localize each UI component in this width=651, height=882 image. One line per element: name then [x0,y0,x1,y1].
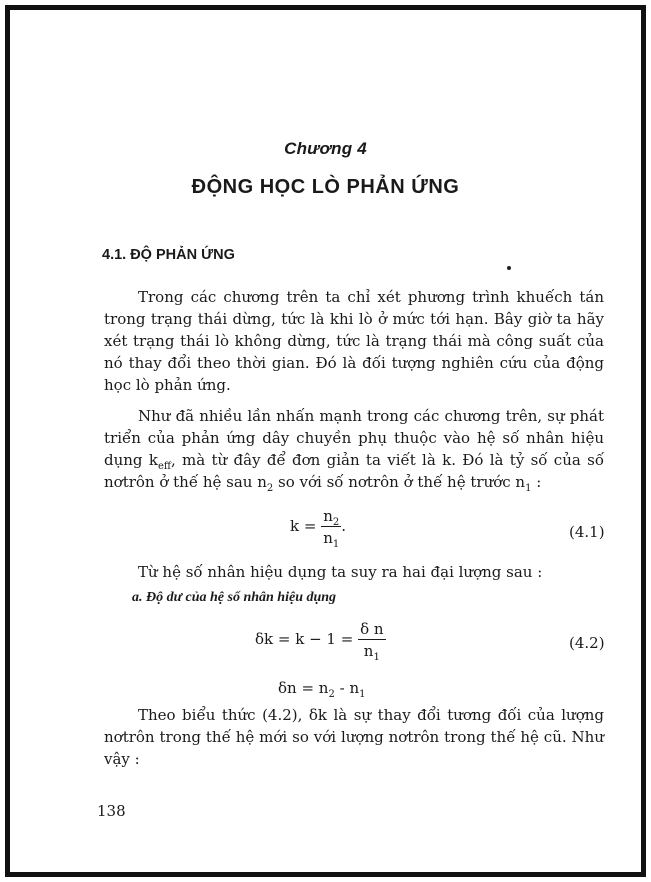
equation-delta-n: $\delta n = n_2 - n_1$ [278,679,366,700]
chapter-title: ĐỘNG HỌC LÒ PHẢN ỨNG [191,176,460,198]
equation-number-4-1: (4.1) [569,523,605,541]
paragraph-derive: Từ hệ số nhân hiệu dụng ta suy ra hai đại lượng sau : [138,563,543,581]
section-title: 4.1. ĐỘ PHẢN ỨNG [102,247,235,263]
paragraph-intro: Trong các chương trên ta chỉ xét phương trình khuếch tán trong trạng thái dừng, tức là khi lò ở mức tới hạn. Bây giờ ta hãy xét trạng thái lò không dừng, tức là trạng thái mà công suất của nó thay đổi theo thời gian. Đó là đối tượng nghiên cứu của động học lò phản ứng. [104,288,604,394]
fraction: $\frac{n_2}{n_1}$ [323,507,340,550]
paragraph-conclusion: Theo biểu thức (4.2), δk là sự thay đổi tương đối của lượng nơtrôn trong thế hệ mới so với lượng nơtrôn trong thế hệ cũ. Như vậy : [104,706,604,768]
page-number: 138 [97,802,126,820]
fraction: $\frac{\text{δ n}}{n_1}$ [360,620,384,663]
subheading-excess-reactivity: a. Độ dư của hệ số nhân hiệu dụng [132,590,337,605]
chapter-label: Chương 4 [284,139,367,158]
paragraph-keff: Như đã nhiều lần nhấn mạnh trong các chương trên, sự phát triển của phản ứng dây chuyền phụ thuộc vào hệ số nhân hiệu dụng $k_{eff}$, mà từ đây để đơn giản ta viết là k. Đó là tỷ số của số nơtrôn ở thế hệ sau $n_2$ so với số nơtrôn ở thế hệ trước $n_1$ : [104,407,604,494]
equation-number-4-2: (4.2) [569,634,605,652]
equation-4-2: δk = k − 1 = $\frac{\text{δ n}}{n_1}$ [255,620,384,663]
equation-4-1: k = $\frac{n_2}{n_1}$ . [290,507,347,550]
ink-dot [507,266,511,270]
